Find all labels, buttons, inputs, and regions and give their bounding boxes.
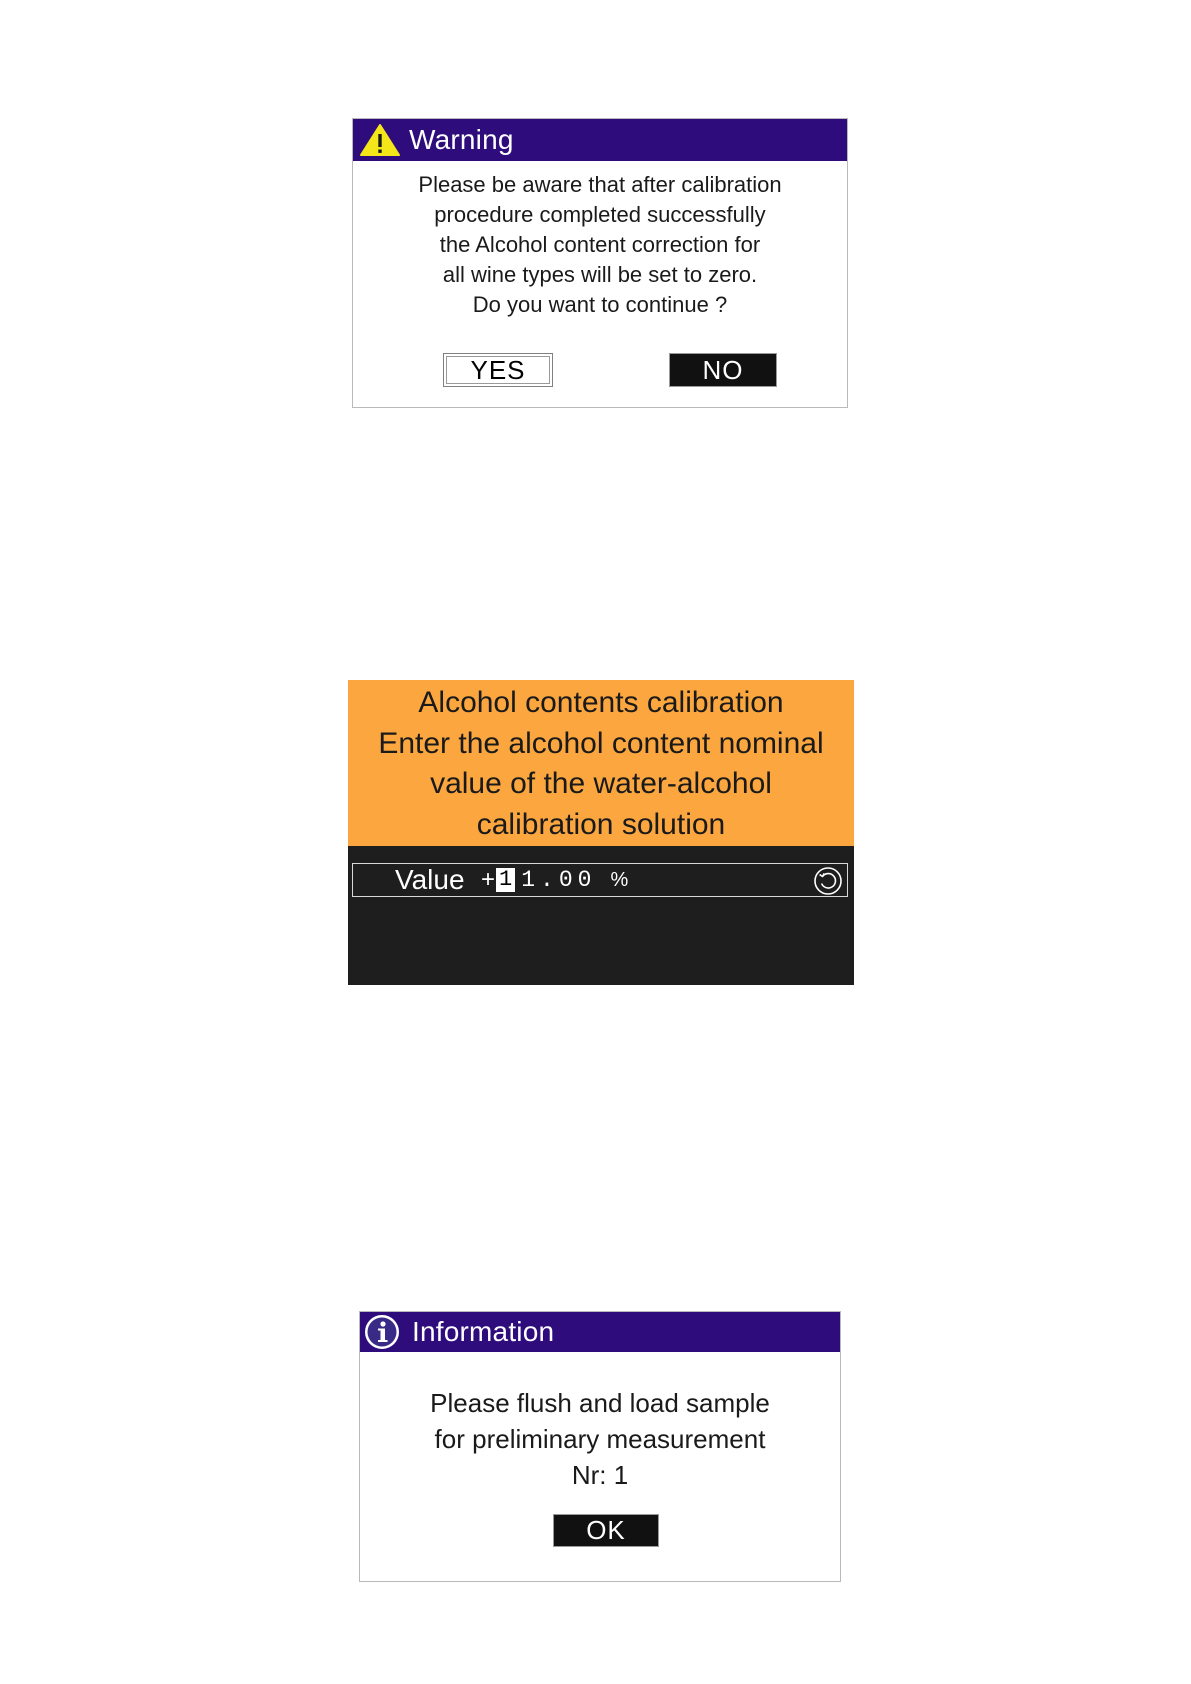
calibration-header xyxy=(348,680,854,846)
reset-icon[interactable] xyxy=(813,866,843,896)
value-input-row[interactable] xyxy=(352,863,848,897)
warning-message-line: Do you want to continue ? xyxy=(472,292,728,317)
warning-message-line: procedure completed successfully xyxy=(434,202,766,227)
calibration-screen xyxy=(348,680,854,985)
warning-message-line: all wine types will be set to zero. xyxy=(442,262,758,287)
warning-message-line: Please be aware that after calibration xyxy=(418,172,782,197)
value-label: Value xyxy=(395,864,465,895)
info-dialog-message xyxy=(360,1352,840,1493)
calibration-header-line: Enter the alcohol content nominal xyxy=(378,726,824,760)
info-dialog xyxy=(359,1311,841,1582)
warning-dialog-header xyxy=(353,119,847,161)
info-dialog-title: Information xyxy=(412,1316,555,1347)
calibration-header-line: Alcohol contents calibration xyxy=(418,686,784,719)
info-message-line: Please flush and load sample xyxy=(430,1388,770,1418)
info-dialog-header xyxy=(360,1312,840,1352)
value-digits[interactable]: 1.00 xyxy=(521,867,597,893)
value-sign[interactable]: + xyxy=(481,866,496,893)
value-cursor-digit[interactable]: 1 xyxy=(496,868,515,892)
calibration-header-line: calibration solution xyxy=(476,807,726,841)
warning-dialog-title: Warning xyxy=(409,124,514,155)
value-unit: % xyxy=(610,868,629,891)
calibration-header-line: value of the water-alcohol xyxy=(430,767,772,800)
warning-triangle-icon xyxy=(357,119,403,161)
info-message-line: Nr: 1 xyxy=(571,1460,629,1490)
warning-message-line: the Alcohol content correction for xyxy=(439,232,761,257)
info-message-line: for preliminary measurement xyxy=(434,1424,766,1454)
warning-dialog xyxy=(352,118,848,408)
warning-dialog-message xyxy=(353,161,847,320)
no-button[interactable]: NO xyxy=(669,353,777,387)
info-icon xyxy=(360,1312,404,1352)
yes-button[interactable]: YES xyxy=(443,353,553,387)
ok-button[interactable]: OK xyxy=(553,1514,659,1547)
